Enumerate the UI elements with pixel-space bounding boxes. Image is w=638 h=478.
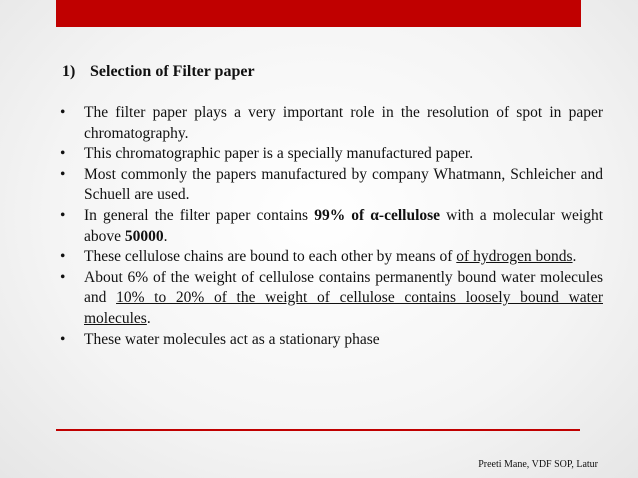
footer-author: Preeti Mane, VDF SOP, Latur (478, 459, 598, 470)
bullet-list (58, 103, 603, 350)
bullet-dot: • (60, 268, 66, 286)
bullet-dot: • (60, 104, 66, 121)
underlined-hydrogen-bonds: of hydrogen bonds (456, 248, 573, 266)
bottom-divider-line (56, 429, 580, 431)
bullet-text (84, 165, 603, 206)
bullet-text (84, 144, 603, 165)
bullet-text-part: These water molecules act as a stationary phase (84, 330, 380, 348)
bullet-text-part: . (163, 227, 168, 245)
heading-title: Selection of Filter paper (90, 63, 255, 80)
underlined-loosely-bound-water: 10% to 20% of the weight of cellulose contains loosely bound water molecules (84, 289, 603, 327)
bullet-item (58, 268, 603, 330)
bullet-text (84, 247, 603, 268)
bullet-dot: • (60, 145, 66, 163)
bullet-dot: • (60, 206, 66, 224)
bullet-text (84, 268, 603, 330)
slide-heading (62, 63, 255, 81)
heading-number: 1) (62, 63, 76, 80)
bullet-text (84, 330, 603, 351)
bullet-text-part: with a molecular weight above (84, 206, 604, 245)
bullet-text (84, 103, 603, 144)
bullet-item (58, 165, 603, 206)
bullet-dot: • (60, 330, 66, 348)
bullet-item (58, 103, 603, 144)
bullet-dot: • (60, 248, 66, 266)
bold-cellulose-percent: 99% of α-cellulose (314, 206, 441, 224)
bullet-text-part: . (146, 309, 151, 327)
bullet-text-part: Most commonly the papers manufactured by company Whatmann, Schleicher and Schuell are used. (84, 165, 603, 204)
bullet-text-part: In general the filter paper contains (84, 206, 315, 224)
bullet-text (84, 206, 603, 247)
top-accent-bar (56, 0, 581, 27)
bold-molecular-weight: 50000 (124, 227, 164, 245)
bullet-text-part: The filter paper plays a very important role in the resolution of spot in paper chromatography. (84, 104, 603, 142)
bullet-text-part: These cellulose chains are bound to each other by means of (84, 248, 457, 266)
bullet-item (58, 330, 603, 351)
bullet-item (58, 206, 603, 247)
bullet-item (58, 144, 603, 165)
bullet-text-part: About 6% of the weight of cellulose contains permanently bound water molecules and (84, 268, 603, 307)
bullet-dot: • (60, 165, 66, 183)
bullet-text-part: This chromatographic paper is a specially manufactured paper. (84, 145, 474, 163)
bullet-item (58, 247, 603, 268)
bullet-text-part: . (572, 248, 577, 266)
